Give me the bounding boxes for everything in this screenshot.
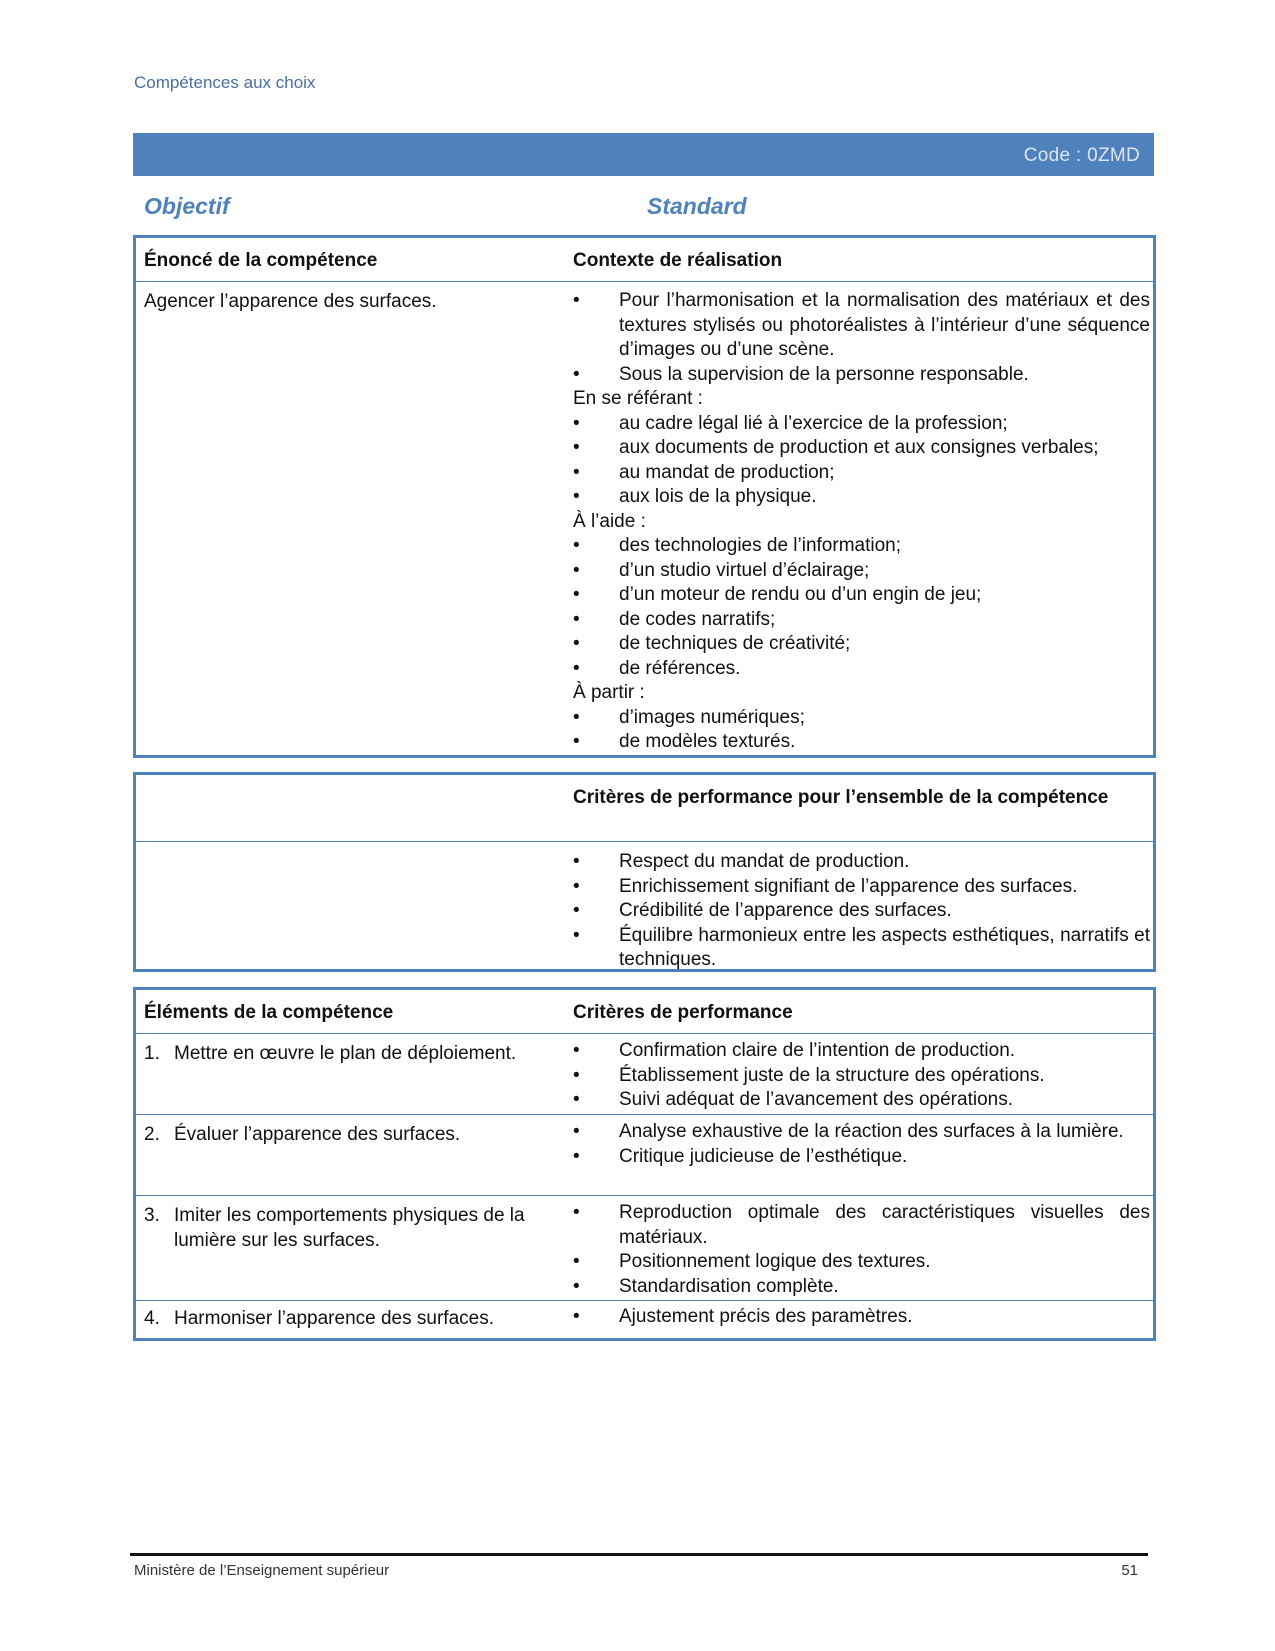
overall-criteria-list — [573, 850, 1150, 973]
context-bullets-1 — [573, 289, 1150, 387]
criteria-list — [573, 1120, 1150, 1169]
element-text: Imiter les comportements physiques de la lumière sur les surfaces. — [174, 1205, 525, 1251]
element-number: 4. — [144, 1308, 160, 1329]
competence-statement: Agencer l’apparence des surfaces. — [144, 291, 437, 312]
list-item: • Reproduction optimale des caractéristiques visuelles des matériaux. — [573, 1201, 1150, 1250]
list-item: • d’un studio virtuel d’éclairage; — [573, 559, 1150, 584]
list-item: • Positionnement logique des textures. — [573, 1250, 1150, 1275]
statement-row — [136, 282, 1153, 752]
element-text: Mettre en œuvre le plan de déploiement. — [174, 1043, 517, 1064]
list-item: • d’images numériques; — [573, 706, 1150, 731]
context-bullets-4 — [573, 706, 1150, 755]
elements-header-row — [136, 990, 1153, 1034]
list-item: • aux lois de la physique. — [573, 485, 1150, 510]
context-list — [573, 289, 1150, 755]
footer-ministry: Ministère de l’Enseignement supérieur — [134, 1562, 390, 1579]
elements-table — [133, 987, 1156, 1341]
list-item: • Standardisation complète. — [573, 1275, 1150, 1300]
criteria-list — [573, 1305, 1150, 1330]
list-item: • au mandat de production; — [573, 461, 1150, 486]
table-row — [136, 1114, 1153, 1195]
context-intro: À partir : — [573, 682, 645, 703]
running-title: Compétences aux choix — [134, 73, 316, 92]
list-item: • Suivi adéquat de l’avancement des opérations. — [573, 1088, 1150, 1113]
criteria-title: Critères de performance — [573, 1002, 793, 1023]
statement-table — [133, 235, 1156, 758]
context-title: Contexte de réalisation — [573, 250, 783, 271]
list-item: • d’un moteur de rendu ou d’un engin de jeu; — [573, 583, 1150, 608]
overall-header-row — [136, 775, 1153, 842]
element-text: Évaluer l’apparence des surfaces. — [174, 1124, 461, 1145]
list-item: • Crédibilité de l’apparence des surfaces. — [573, 899, 1150, 924]
page-number: 51 — [1121, 1562, 1138, 1579]
overall-criteria-table — [133, 772, 1156, 972]
list-item: • de modèles texturés. — [573, 730, 1150, 755]
element-number: 2. — [144, 1124, 160, 1145]
list-item: • Confirmation claire de l’intention de production. — [573, 1039, 1150, 1064]
context-bullets-3 — [573, 534, 1150, 681]
context-bullets-2 — [573, 412, 1150, 510]
standard-heading: Standard — [647, 193, 747, 219]
overall-criteria-row — [136, 842, 1153, 969]
code-banner — [133, 133, 1154, 176]
list-item: • de techniques de créativité; — [573, 632, 1150, 657]
list-item: • Enrichissement signifiant de l’apparence des surfaces. — [573, 875, 1150, 900]
list-item: • Analyse exhaustive de la réaction des surfaces à la lumière. — [573, 1120, 1150, 1145]
table-row — [136, 1195, 1153, 1300]
list-item: • de codes narratifs; — [573, 608, 1150, 633]
list-item: • Pour l’harmonisation et la normalisation des matériaux et des textures stylisés ou photoréalistes à l’intérieur d’une séquence d’images ou d’une scène. — [573, 289, 1150, 363]
footer-divider — [130, 1553, 1148, 1556]
list-item: • Respect du mandat de production. — [573, 850, 1150, 875]
competence-code: Code : 0ZMD — [1023, 145, 1140, 166]
element-number: 3. — [144, 1205, 160, 1226]
table-row — [136, 1300, 1153, 1337]
objective-heading: Objectif — [144, 193, 230, 219]
elements-title: Éléments de la compétence — [144, 1002, 394, 1023]
list-item: • Équilibre harmonieux entre les aspects esthétiques, narratifs et techniques. — [573, 924, 1150, 973]
element-number: 1. — [144, 1043, 160, 1064]
statement-header-row — [136, 238, 1153, 282]
list-item: • de références. — [573, 657, 1150, 682]
overall-criteria-title: Critères de performance pour l’ensemble de la compétence — [573, 787, 1109, 808]
list-item: • Établissement juste de la structure des opérations. — [573, 1064, 1150, 1089]
list-item: • au cadre légal lié à l’exercice de la profession; — [573, 412, 1150, 437]
list-item: • des technologies de l’information; — [573, 534, 1150, 559]
context-intro: À l’aide : — [573, 510, 646, 532]
criteria-list — [573, 1201, 1150, 1299]
element-text: Harmoniser l’apparence des surfaces. — [174, 1308, 494, 1329]
list-item: • Critique judicieuse de l’esthétique. — [573, 1145, 1150, 1170]
context-intro: En se référant : — [573, 388, 703, 409]
table-row — [136, 1034, 1153, 1114]
list-item: • Ajustement précis des paramètres. — [573, 1305, 1150, 1330]
list-item: • Sous la supervision de la personne responsable. — [573, 363, 1150, 388]
list-item: • aux documents de production et aux consignes verbales; — [573, 436, 1150, 461]
statement-title: Énoncé de la compétence — [144, 250, 378, 271]
criteria-list — [573, 1039, 1150, 1113]
